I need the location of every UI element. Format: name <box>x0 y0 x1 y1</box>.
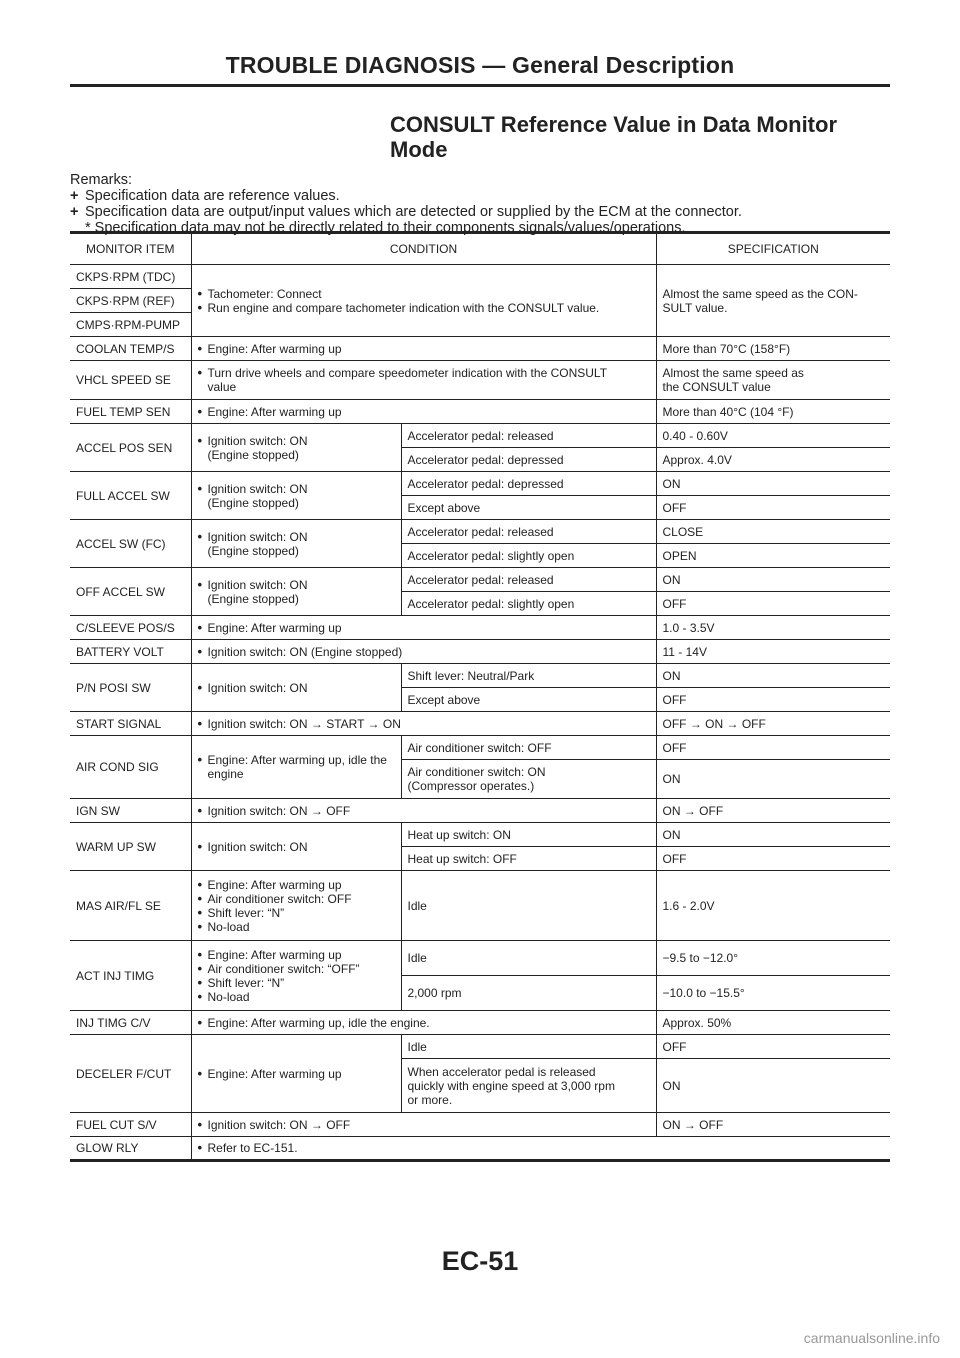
condition-line: • Ignition switch: ON → OFF <box>198 804 650 818</box>
page-number: EC-51 <box>441 1246 519 1276</box>
sub-condition: Except above <box>401 496 656 520</box>
condition <box>191 1035 401 1113</box>
table-row <box>70 1113 890 1137</box>
condition <box>191 520 401 568</box>
condition-line: • Engine: After warming up <box>198 1067 395 1081</box>
condition-text: value <box>207 380 237 394</box>
section-title-line-1: CONSULT Reference Value in Data Monitor <box>390 112 838 137</box>
monitor-item: ACCEL SW (FC) <box>70 520 191 568</box>
condition <box>191 1137 890 1161</box>
table-row <box>70 736 890 760</box>
table-row <box>70 1011 890 1035</box>
condition-text: (Engine stopped) <box>207 543 299 558</box>
condition <box>191 337 656 361</box>
sub-condition <box>401 760 656 799</box>
condition <box>191 472 401 520</box>
table-row <box>70 616 890 640</box>
condition-text: Turn drive wheels and compare speedometer indication with the CONSULT <box>207 366 608 380</box>
monitor-item: CKPS·RPM (TDC) <box>70 265 191 289</box>
specification: OFF <box>656 592 890 616</box>
condition <box>191 568 401 616</box>
condition-line: • Ignition switch: ON (Engine stopped) <box>198 645 650 659</box>
condition-text: Ignition switch: ON <box>207 577 308 592</box>
table-row <box>70 799 890 823</box>
condition <box>191 400 656 424</box>
condition <box>191 424 401 472</box>
condition-text: Ignition switch: ON <box>207 481 308 496</box>
monitor-item: ACCEL POS SEN <box>70 424 191 472</box>
column-header-condition: CONDITION <box>191 233 656 265</box>
monitor-item: INJ TIMG C/V <box>70 1011 191 1035</box>
remarks-text: Specification data are output/input values which are detected or supplied by the ECM at the connector. <box>85 204 742 220</box>
condition-line <box>198 578 395 606</box>
monitor-item: P/N POSI SW <box>70 664 191 712</box>
condition <box>191 361 656 400</box>
condition <box>191 712 656 736</box>
condition-line <box>198 753 395 781</box>
specification: OFF <box>656 1035 890 1059</box>
specification: −9.5 to −12.0° <box>656 941 890 976</box>
specification <box>656 265 890 337</box>
condition-line: • Refer to EC-151. <box>198 1141 885 1155</box>
table-header-row <box>70 233 890 265</box>
table-row <box>70 871 890 941</box>
condition-line: • Engine: After warming up, idle the engine. <box>198 1016 650 1030</box>
condition-line: • Ignition switch: ON → START → ON <box>198 717 650 731</box>
specification: OFF <box>656 496 890 520</box>
monitor-item: FULL ACCEL SW <box>70 472 191 520</box>
specification: Approx. 4.0V <box>656 448 890 472</box>
table-row <box>70 337 890 361</box>
condition-line: • No-load <box>198 920 395 934</box>
monitor-item: MAS AIR/FL SE <box>70 871 191 941</box>
remarks-text: Specification data are reference values. <box>85 188 340 204</box>
specification: OFF <box>656 847 890 871</box>
condition-text: (Engine stopped) <box>207 591 299 606</box>
sub-condition: Shift lever: Neutral/Park <box>401 664 656 688</box>
condition <box>191 1113 656 1137</box>
specification: CLOSE <box>656 520 890 544</box>
sub-condition: Accelerator pedal: slightly open <box>401 592 656 616</box>
condition-line: • Run engine and compare tachometer indication with the CONSULT value. <box>198 301 650 315</box>
table-row <box>70 1035 890 1059</box>
watermark: carmanualsonline.info <box>803 1330 940 1346</box>
specification: OFF <box>656 736 890 760</box>
monitor-item: FUEL CUT S/V <box>70 1113 191 1137</box>
specification: Approx. 50% <box>656 1011 890 1035</box>
condition-line <box>198 530 395 558</box>
condition <box>191 1011 656 1035</box>
spec-line: Almost the same speed as <box>662 366 804 380</box>
condition-line: • Ignition switch: ON → OFF <box>198 1118 650 1132</box>
sub-condition: Air conditioner switch: OFF <box>401 736 656 760</box>
specification: ON <box>656 760 890 799</box>
specification: 1.6 - 2.0V <box>656 871 890 941</box>
table-row <box>70 400 890 424</box>
sub-condition-line: or more. <box>407 1092 453 1107</box>
sub-condition-line: Air conditioner switch: ON <box>407 765 546 779</box>
sub-condition-line: When accelerator pedal is released <box>407 1064 596 1079</box>
table-row <box>70 823 890 847</box>
monitor-item: DECELER F/CUT <box>70 1035 191 1113</box>
condition-line: • Engine: After warming up <box>198 342 650 356</box>
sub-condition: Heat up switch: OFF <box>401 847 656 871</box>
plus-bullet-icon: + <box>70 188 79 204</box>
specification: 0.40 - 0.60V <box>656 424 890 448</box>
page-header: TROUBLE DIAGNOSIS — General Description <box>225 52 735 78</box>
condition-line: • Air conditioner switch: “OFF” <box>198 962 395 976</box>
condition-text: engine <box>207 767 244 781</box>
condition <box>191 736 401 799</box>
sub-condition: Accelerator pedal: depressed <box>401 472 656 496</box>
sub-condition-line: (Compressor operates.) <box>407 779 535 793</box>
condition-line: • No-load <box>198 990 395 1004</box>
remarks-note: * Specification data may not be directly related to their components signals/values/operations. <box>85 220 686 236</box>
monitor-item: GLOW RLY <box>70 1137 191 1161</box>
section-title-line-2: Mode <box>390 137 448 162</box>
remarks <box>70 172 890 236</box>
specification: ON <box>656 664 890 688</box>
sub-condition-line: quickly with engine speed at 3,000 rpm <box>407 1078 615 1093</box>
monitor-item: START SIGNAL <box>70 712 191 736</box>
monitor-item: CMPS·RPM-PUMP <box>70 313 191 337</box>
table-row <box>70 712 890 736</box>
condition-line: • Ignition switch: ON <box>198 681 395 695</box>
condition-text: Ignition switch: ON <box>207 433 308 448</box>
specification <box>656 361 890 400</box>
condition-line <box>198 434 395 462</box>
condition <box>191 871 401 941</box>
column-header-monitor-item: MONITOR ITEM <box>70 233 191 265</box>
condition-line <box>198 482 395 510</box>
section-title <box>390 112 890 162</box>
monitor-item: FUEL TEMP SEN <box>70 400 191 424</box>
monitor-item: AIR COND SIG <box>70 736 191 799</box>
spec-line: SULT value. <box>662 300 728 315</box>
specification: OPEN <box>656 544 890 568</box>
specification: ON → OFF <box>656 1113 890 1137</box>
remarks-item <box>70 204 890 220</box>
monitor-item: VHCL SPEED SE <box>70 361 191 400</box>
header-rule <box>70 84 890 87</box>
monitor-item: IGN SW <box>70 799 191 823</box>
condition-text: (Engine stopped) <box>207 447 299 462</box>
condition <box>191 616 656 640</box>
remarks-heading: Remarks: <box>70 172 133 188</box>
table-row <box>70 640 890 664</box>
plus-bullet-icon: + <box>70 204 79 220</box>
table-row <box>70 1137 890 1161</box>
specification: ON <box>656 1059 890 1113</box>
specification: OFF <box>656 688 890 712</box>
spec-line: Almost the same speed as the CON- <box>662 286 858 301</box>
sub-condition: Idle <box>401 941 656 976</box>
condition-line: • Shift lever: “N” <box>198 976 395 990</box>
sub-condition: Accelerator pedal: released <box>401 520 656 544</box>
monitor-item: COOLAN TEMP/S <box>70 337 191 361</box>
table-row <box>70 941 890 976</box>
table-row <box>70 520 890 544</box>
monitor-item: BATTERY VOLT <box>70 640 191 664</box>
sub-condition: Accelerator pedal: slightly open <box>401 544 656 568</box>
condition-line: • Air conditioner switch: OFF <box>198 892 395 906</box>
sub-condition <box>401 1059 656 1113</box>
condition-line: • Engine: After warming up <box>198 405 650 419</box>
sub-condition: 2,000 rpm <box>401 976 656 1011</box>
sub-condition: Idle <box>401 871 656 941</box>
specification: OFF → ON → OFF <box>656 712 890 736</box>
remarks-item <box>70 188 890 204</box>
condition-line: • Shift lever: “N” <box>198 906 395 920</box>
condition-line: • Engine: After warming up <box>198 878 395 892</box>
condition <box>191 941 401 1011</box>
specification: ON <box>656 472 890 496</box>
monitor-item: OFF ACCEL SW <box>70 568 191 616</box>
monitor-item: C/SLEEVE POS/S <box>70 616 191 640</box>
table-row <box>70 664 890 688</box>
condition-line: • Engine: After warming up <box>198 621 650 635</box>
condition <box>191 823 401 871</box>
sub-condition: Accelerator pedal: depressed <box>401 448 656 472</box>
condition-text: (Engine stopped) <box>207 495 299 510</box>
table-row <box>70 568 890 592</box>
condition <box>191 640 656 664</box>
specification: 1.0 - 3.5V <box>656 616 890 640</box>
table-row <box>70 265 890 289</box>
table-row <box>70 472 890 496</box>
monitor-item: ACT INJ TIMG <box>70 941 191 1011</box>
specification: ON <box>656 823 890 847</box>
condition-text: Ignition switch: ON <box>207 529 308 544</box>
specification: More than 40°C (104 °F) <box>656 400 890 424</box>
specification: 11 - 14V <box>656 640 890 664</box>
condition <box>191 799 656 823</box>
column-header-specification: SPECIFICATION <box>656 233 890 265</box>
spec-line: the CONSULT value <box>662 380 771 394</box>
condition-line <box>198 366 650 394</box>
specification: ON → OFF <box>656 799 890 823</box>
table-row <box>70 361 890 400</box>
sub-condition: Accelerator pedal: released <box>401 568 656 592</box>
condition-line: • Ignition switch: ON <box>198 840 395 854</box>
spec-table <box>70 231 890 1162</box>
sub-condition: Accelerator pedal: released <box>401 424 656 448</box>
condition-text: Engine: After warming up, idle the <box>207 753 387 767</box>
table-row <box>70 424 890 448</box>
monitor-item: WARM UP SW <box>70 823 191 871</box>
condition-line: • Tachometer: Connect <box>198 287 650 301</box>
condition-line: • Engine: After warming up <box>198 948 395 962</box>
sub-condition: Idle <box>401 1035 656 1059</box>
condition <box>191 664 401 712</box>
specification: −10.0 to −15.5° <box>656 976 890 1011</box>
monitor-item: CKPS·RPM (REF) <box>70 289 191 313</box>
condition <box>191 265 656 337</box>
sub-condition: Heat up switch: ON <box>401 823 656 847</box>
sub-condition: Except above <box>401 688 656 712</box>
specification: ON <box>656 568 890 592</box>
specification: More than 70°C (158°F) <box>656 337 890 361</box>
